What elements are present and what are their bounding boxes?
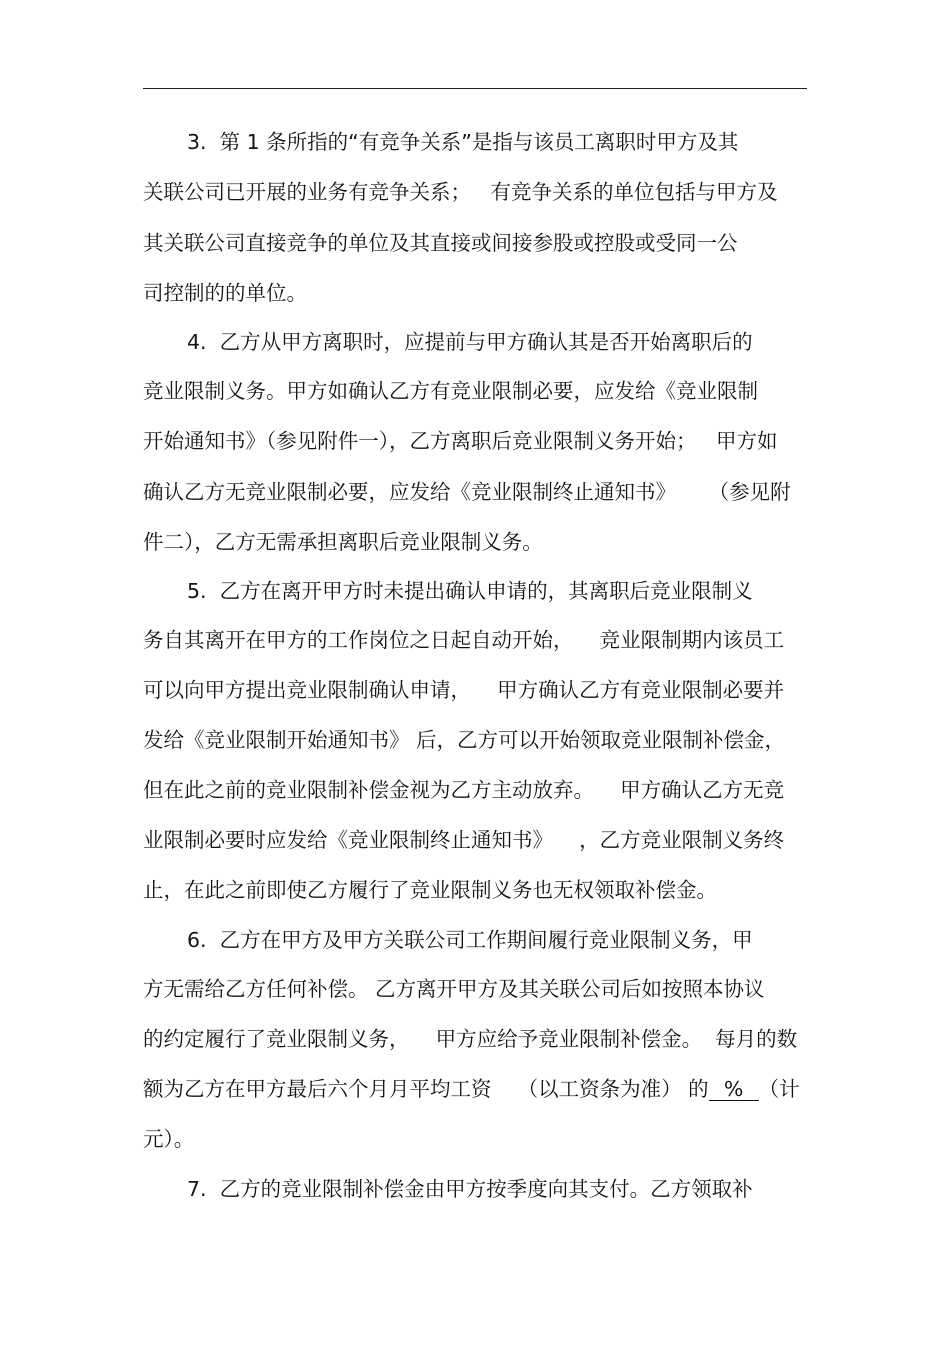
paragraph-5-line-1: 5. 乙方在离开甲方时未提出确认申请的，其离职后竞业限制义	[187, 579, 753, 603]
paragraph-5-line-2: 务自其离开在甲方的工作岗位之日起自动开始， 竞业限制期内该员工	[143, 628, 785, 652]
percentage-blank: %	[709, 1078, 759, 1101]
paragraph-6-line-4	[143, 1071, 807, 1107]
paragraph-5-line-4: 发给《竞业限制开始通知书》 后，乙方可以开始领取竞业限制补偿金，	[143, 728, 786, 752]
paragraph-5-line-3: 可以向甲方提出竞业限制确认申请， 甲方确认乙方有竞业限制必要并	[143, 678, 785, 702]
paragraph-5-line-6: 业限制必要时应发给《竞业限制终止通知书》 ，乙方竞业限制义务终	[143, 828, 785, 852]
paragraph-4-line-3: 开始通知书》（参见附件一），乙方离职后竞业限制义务开始； 甲方如	[143, 429, 778, 453]
paragraph-3-line-2: 关联公司已开展的业务有竞争关系； 有竞争关系的单位包括与甲方及	[143, 180, 778, 204]
paragraph-3-line-3: 其关联公司直接竞争的单位及其直接或间接参股或控股或受同一公	[143, 231, 738, 255]
header-rule	[143, 88, 807, 89]
paragraph-5-line-5: 但在此之前的竞业限制补偿金视为乙方主动放弃。 甲方确认乙方无竞	[143, 778, 785, 802]
paragraph-4-line-5: 件二），乙方无需承担离职后竞业限制义务。	[143, 530, 543, 554]
paragraph-6-line-4-text: 额为乙方在甲方最后六个月月平均工资 （以工资条为准） 的	[143, 1077, 709, 1101]
blank-suffix: （计	[758, 1077, 800, 1101]
paragraph-6-line-1: 6. 乙方在甲方及甲方关联公司工作期间履行竞业限制义务，甲	[187, 928, 753, 952]
paragraph-7-line-1: 7. 乙方的竞业限制补偿金由甲方按季度向其支付。乙方领取补	[187, 1177, 753, 1201]
paragraph-3-line-1: 3. 第 1 条所指的“有竞争关系”是指与该员工离职时甲方及其	[187, 130, 739, 154]
paragraph-4-line-2: 竞业限制义务。甲方如确认乙方有竞业限制必要，应发给《竞业限制	[143, 379, 758, 403]
paragraph-4-line-1: 4. 乙方从甲方离职时，应提前与甲方确认其是否开始离职后的	[187, 330, 753, 354]
paragraph-4-line-4: 确认乙方无竞业限制必要，应发给《竞业限制终止通知书》 （参见附	[143, 480, 791, 504]
paragraph-3-line-4: 司控制的的单位。	[143, 281, 307, 305]
paragraph-6-line-5: 元）。	[143, 1127, 195, 1151]
paragraph-6-line-3: 的约定履行了竞业限制义务， 甲方应给予竞业限制补偿金。 每月的数	[143, 1027, 798, 1051]
paragraph-6-line-2: 方无需给乙方任何补偿。 乙方离开甲方及其关联公司后如按照本协议	[143, 977, 765, 1001]
paragraph-5-line-7: 止，在此之前即使乙方履行了竞业限制义务也无权领取补偿金。	[143, 878, 717, 902]
